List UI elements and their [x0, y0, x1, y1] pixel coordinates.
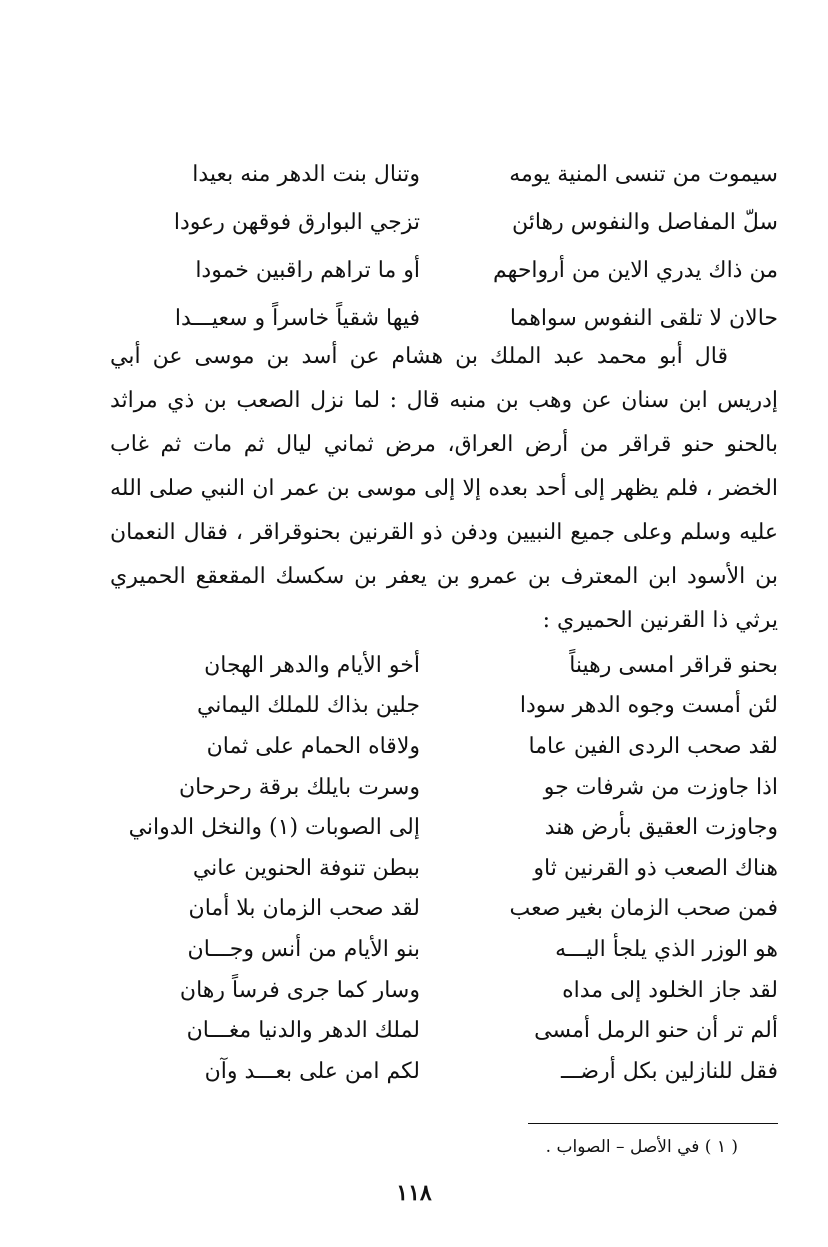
hemistich-right: بحنو قراقر امسى رهيناً — [569, 652, 778, 678]
verse-line — [110, 198, 778, 246]
poem-top — [110, 150, 778, 342]
hemistich-right: من ذاك يدري الاين من أرواحهم — [493, 257, 778, 283]
footnote-divider — [528, 1123, 778, 1124]
verse-line — [110, 246, 778, 294]
hemistich-right: فمن صحب الزمان بغير صعب — [509, 896, 778, 922]
hemistich-left: فيها شقياً خاسراً و سعيـــدا — [174, 305, 420, 331]
verse-line — [110, 767, 778, 808]
hemistich-left: لملك الدهر والدنيا مغـــان — [186, 1018, 420, 1044]
hemistich-left: وسار كما جرى فرساً رهان — [179, 977, 420, 1003]
hemistich-left: وتنال بنت الدهر منه بعيدا — [192, 161, 420, 187]
footnote: ( ١ ) في الأصل – الصواب . — [545, 1137, 738, 1157]
verse-line — [110, 889, 778, 930]
hemistich-left: لكم امن على بعـــد وآن — [204, 1058, 420, 1084]
hemistich-left: بنو الأيام من أنس وجـــان — [187, 936, 420, 962]
page-number: ١١٨ — [396, 1180, 432, 1206]
hemistich-right: سيموت من تنسى المنية يومه — [509, 161, 778, 187]
hemistich-left: تزجي البوارق فوقهن رعودا — [173, 209, 420, 235]
hemistich-left: جلين بذاك للملك اليماني — [196, 693, 420, 719]
hemistich-left: أو ما تراهم راقبين خمودا — [195, 257, 420, 283]
verse-line — [110, 726, 778, 767]
prose-paragraph: قال أبو محمد عبد الملك بن هشام عن أسد بن موسى عن أبي إدريس ابن سنان عن وهب بن منبه قال : لما نزل الصعب بن ذي مراثد بالحنو حنو قراقر من أرض العراق، مرض ثماني ليال ثم مات ثم غاب الخضر ، فلم يظهر إلى أحد بعده إلا إلى موسى بن عمر ان النبي صلى الله عليه وسلم وعلى جميع النبيين ودفن ذو القرنين بحنوقراقر ، فقال النعمان بن الأسود ابن المعترف بن عمرو بن يعفر بن سكسك المقعقع الحميري يرثي ذا القرنين الحميري : — [110, 344, 779, 633]
hemistich-left: وسرت بايلك برقة رحرحان — [178, 774, 420, 800]
hemistich-right: اذا جاوزت من شرفات جو — [543, 774, 778, 800]
verse-line — [110, 970, 778, 1011]
hemistich-left: ببطن تنوفة الحنوين عاني — [192, 855, 420, 881]
hemistich-right: ألم تر أن حنو الرمل أمسى — [534, 1018, 778, 1044]
hemistich-left: أخو الأيام والدهر الهجان — [204, 652, 420, 678]
hemistich-left: لقد صحب الزمان بلا أمان — [188, 896, 420, 922]
hemistich-left: إلى الصوبات (١) والنخل الدواني — [128, 815, 420, 841]
hemistich-right: لقد صحب الردى الفين عاما — [528, 733, 778, 759]
verse-line — [110, 150, 778, 198]
hemistich-right: فقل للنازلين بكل أرضـــ — [560, 1058, 778, 1084]
verse-line — [110, 645, 778, 686]
hemistich-right: وجاوزت العقيق بأرض هند — [544, 815, 778, 841]
hemistich-right: لئن أمست وجوه الدهر سودا — [519, 693, 778, 719]
hemistich-right: سلّ المفاصل والنفوس رهائن — [511, 209, 778, 235]
verse-line — [110, 1051, 778, 1092]
hemistich-right: لقد جاز الخلود إلى مداه — [562, 977, 778, 1003]
verse-line — [110, 929, 778, 970]
hemistich-left: ولاقاه الحمام على ثمان — [206, 733, 420, 759]
hemistich-right: حالان لا تلقى النفوس سواهما — [509, 305, 778, 331]
hemistich-right: هناك الصعب ذو القرنين ثاو — [533, 855, 778, 881]
poem-bottom — [110, 645, 778, 1092]
verse-line — [110, 1010, 778, 1051]
verse-line — [110, 848, 778, 889]
verse-line — [110, 807, 778, 848]
hemistich-right: هو الوزر الذي يلجأ اليـــه — [555, 936, 778, 962]
verse-line — [110, 686, 778, 727]
